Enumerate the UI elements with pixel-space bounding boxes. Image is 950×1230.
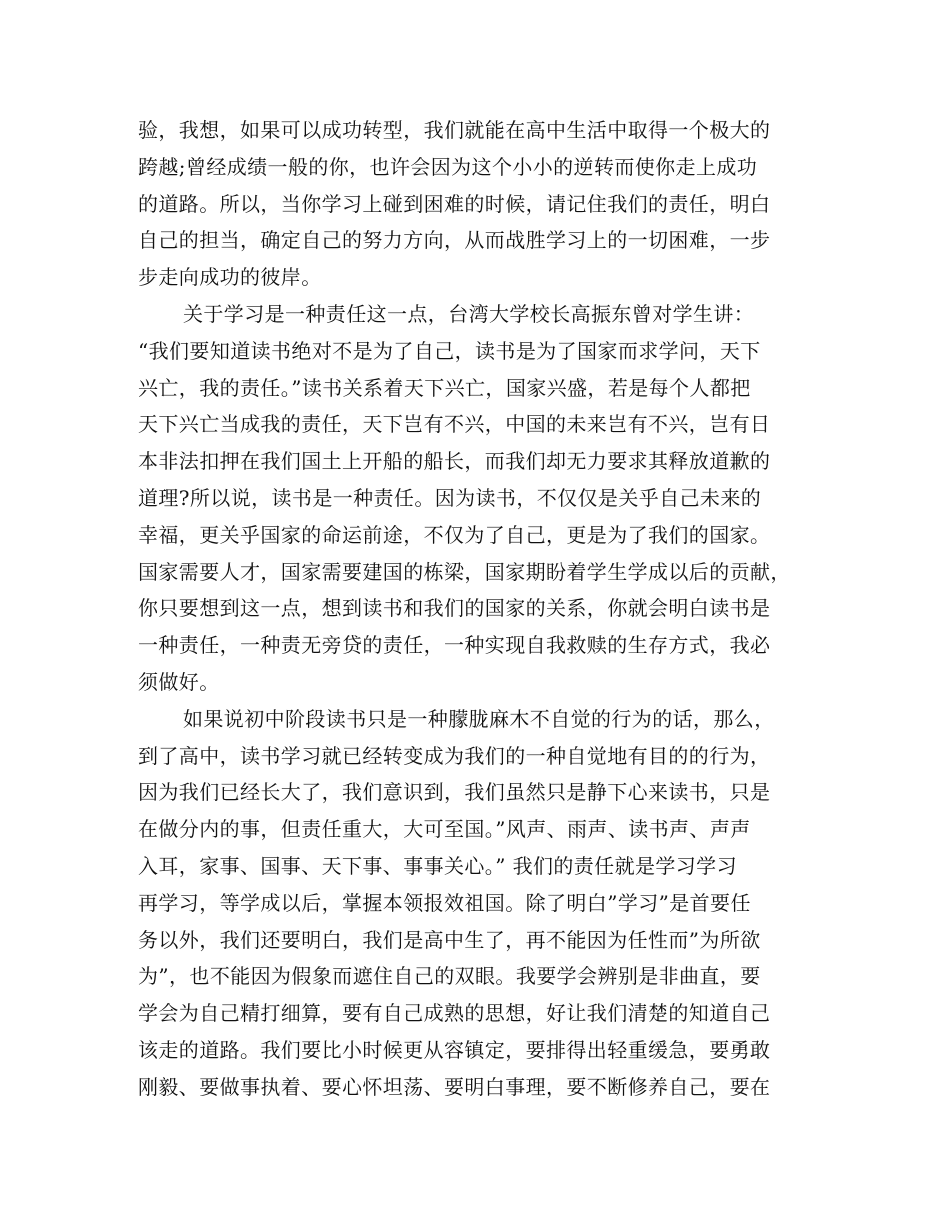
text-line: 因为我们已经长大了，我们意识到，我们虽然只是静下心来读书，只是	[138, 780, 771, 805]
text-line: 为”，也不能因为假象而遮住自己的双眼。我要学会辨别是非曲直，要	[138, 964, 761, 989]
text-line: 入耳，家事、国事、天下事、事事关心。” 我们的责任就是学习学习	[138, 853, 737, 878]
paragraph-start-line: 如果说初中阶段读书只是一种朦胧麻木不自觉的行为的话，那么，	[183, 706, 775, 731]
text-line: “我们要知道读书绝对不是为了自己，读书是为了国家而求学问，天下	[138, 338, 761, 363]
text-line: 在做分内的事，但责任重大，大可至国。”风声、雨声、读书声、声声	[138, 817, 751, 842]
text-line: 道理?所以说，读书是一种责任。因为读书，不仅仅是关乎自己未来的	[138, 485, 762, 510]
text-line: 你只要想到这一点，想到读书和我们的国家的关系，你就会明白读书是	[138, 596, 771, 621]
text-line: 刚毅、要做事执着、要心怀坦荡、要明白事理，要不断修养自己，要在	[138, 1074, 771, 1099]
text-line: 须做好。	[138, 669, 220, 694]
paragraph-start-line: 关于学习是一种责任这一点，台湾大学校长高振东曾对学生讲：	[183, 301, 755, 326]
text-line: 的道路。所以，当你学习上碰到困难的时候，请记住我们的责任，明白	[138, 191, 771, 216]
text-line: 自己的担当，确定自己的努力方向，从而战胜学习上的一切困难，一步	[138, 228, 771, 253]
text-line: 天下兴亡当成我的责任，天下岂有不兴，中国的未来岂有不兴，岂有日	[138, 412, 771, 437]
text-line: 一种责任，一种责无旁贷的责任，一种实现自我救赎的生存方式，我必	[138, 633, 771, 658]
text-line: 到了高中，读书学习就已经转变成为我们的一种自觉地有目的的行为，	[138, 743, 771, 768]
text-line: 本非法扣押在我们国土上开船的船长，而我们却无力要求其释放道歉的	[138, 449, 771, 474]
text-line: 幸福，更关乎国家的命运前途，不仅为了自己，更是为了我们的国家。	[138, 522, 771, 547]
text-line: 国家需要人才，国家需要建国的栋梁，国家期盼着学生学成以后的贡献，	[138, 559, 791, 584]
text-line: 务以外，我们还要明白，我们是高中生了，再不能因为任性而”为所欲	[138, 927, 761, 952]
text-line: 验，我想，如果可以成功转型，我们就能在高中生活中取得一个极大的	[138, 118, 771, 142]
text-line: 该走的道路。我们要比小时候更从容镇定，要排得出轻重缓急，要勇敢	[138, 1037, 771, 1062]
body-text	[138, 112, 828, 1106]
text-line: 跨越;曾经成绩一般的你，也许会因为这个小小的逆转而使你走上成功	[138, 154, 758, 179]
text-line: 步走向成功的彼岸。	[138, 265, 322, 290]
text-line: 再学习，等学成以后，掌握本领报效祖国。除了明白”学习”是首要任	[138, 890, 751, 915]
text-line: 学会为自己精打细算，要有自己成熟的思想，好让我们清楚的知道自己	[138, 1001, 771, 1026]
text-line: 兴亡，我的责任。”读书关系着天下兴亡，国家兴盛，若是每个人都把	[138, 375, 751, 400]
